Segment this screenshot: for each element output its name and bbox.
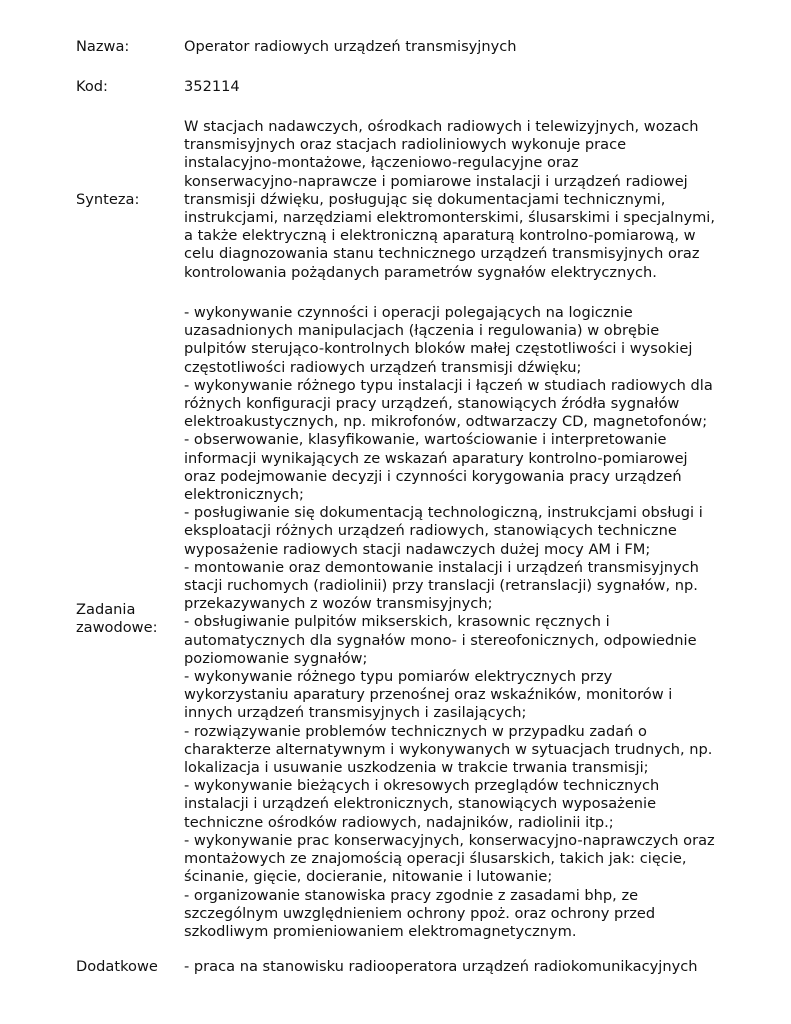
zadania-line: automatycznych dla sygnałów mono- i stereofonicznych, odpowiednie (184, 631, 697, 649)
kod-label: Kod: (76, 78, 108, 95)
zadania-line: elektroakustycznych, np. mikrofonów, odtwarzaczy CD, magnetofonów; (184, 413, 708, 431)
zadania-line: oraz podejmowanie decyzji i czynności korygowania pracy urządzeń (184, 467, 682, 485)
dodatkowe-value: - praca na stanowisku radiooperatora urządzeń radiokomunikacyjnych (184, 958, 698, 975)
zadania-line: wykorzystaniu aparatury przenośnej oraz wskaźników, monitorów i (184, 686, 673, 704)
synteza-line: konserwacyjno-naprawcze i pomiarowe instalacji i urządzeń radiowej (184, 172, 688, 190)
synteza-line: kontrolowania pożądanych parametrów sygnałów elektrycznych. (184, 263, 657, 281)
kod-value: 352114 (184, 78, 240, 95)
zadania-label (76, 601, 180, 637)
zadania-line: techniczne ośrodków radiowych, nadajników, radiolinii itp.; (184, 813, 614, 831)
synteza-line: transmisji dźwięku, posługując się dokumentacjami technicznymi, (184, 190, 666, 208)
zadania-line: - obserwowanie, klasyfikowanie, wartościowanie i interpretowanie (184, 431, 667, 449)
zadania-line: szkodliwym promieniowaniem elektromagnetycznym. (184, 922, 577, 940)
dodatkowe-label: Dodatkowe (76, 958, 158, 975)
zadania-line: eksploatacji różnych urządzeń radiowych, stanowiących techniczne (184, 522, 677, 540)
zadania-line: innych urządzeń transmisyjnych i zasilających; (184, 704, 527, 722)
zadania-line: - wykonywanie różnego typu pomiarów elektrycznych przy (184, 668, 613, 686)
synteza-label: Synteza: (76, 191, 140, 208)
zadania-line: - wykonywanie różnego typu instalacji i łączeń w studiach radiowych dla (184, 376, 713, 394)
synteza-line: celu diagnozowania stanu technicznego urządzeń transmisyjnych oraz (184, 245, 700, 263)
synteza-line: transmisyjnych oraz stacjach radioliniowych wykonuje prace (184, 136, 627, 154)
zadania-line: różnych konfiguracji pracy urządzeń, stanowiących źródła sygnałów (184, 395, 680, 413)
zadania-line: lokalizacja i usuwanie uszkodzenia w trakcie trwania transmisji; (184, 759, 649, 777)
zadania-line: stacji ruchomych (radiolinii) przy translacji (retranslacji) sygnałów, np. (184, 577, 698, 595)
zadania-line: wyposażenie radiowych stacji nadawczych dużej mocy AM i FM; (184, 540, 651, 558)
synteza-line: instrukcjami, narzędziami elektromonterskimi, ślusarskimi i specjalnymi, (184, 209, 715, 227)
zadania-line: przekazywanych z wozów transmisyjnych; (184, 595, 493, 613)
nazwa-value: Operator radiowych urządzeń transmisyjnych (184, 38, 517, 55)
zadania-line: - organizowanie stanowiska pracy zgodnie z zasadami bhp, ze (184, 886, 639, 904)
zadania-line: elektronicznych; (184, 486, 304, 504)
zadania-line: informacji wynikających ze wskazań aparatury kontrolno-pomiarowej (184, 449, 688, 467)
synteza-value (184, 118, 764, 282)
zadania-line: pulpitów sterująco-kontrolnych bloków małej częstotliwości i wysokiej (184, 340, 693, 358)
synteza-line: a także elektryczną i elektroniczną aparaturą kontrolno-pomiarową, w (184, 227, 696, 245)
zadania-line: poziomowanie sygnałów; (184, 649, 368, 667)
zadania-line: ścinanie, gięcie, docieranie, nitowanie i lutowanie; (184, 868, 553, 886)
zadania-line: uzasadnionych manipulacjach (łączenia i regulowania) w obrębie (184, 322, 660, 340)
zadania-line: - wykonywanie czynności i operacji polegających na logicznie (184, 304, 633, 321)
zadania-label-line1: Zadania (76, 601, 136, 618)
zadania-line: szczególnym uwzględnieniem ochrony ppoż. oraz ochrony przed (184, 904, 656, 922)
synteza-line: W stacjach nadawczych, ośrodkach radiowych i telewizyjnych, wozach (184, 118, 699, 135)
synteza-line: instalacyjno-montażowe, łączeniowo-regulacyjne oraz (184, 154, 579, 172)
zadania-line: - wykonywanie prac konserwacyjnych, konserwacyjno-naprawczych oraz (184, 831, 715, 849)
zadania-line: częstotliwości radiowych urządzeń transmisji dźwięku; (184, 358, 582, 376)
zadania-line: - posługiwanie się dokumentacją technologiczną, instrukcjami obsługi i (184, 504, 703, 522)
zadania-line: - wykonywanie bieżących i okresowych przeglądów technicznych (184, 777, 660, 795)
zadania-line: montażowych ze znajomością operacji ślusarskich, takich jak: cięcie, (184, 850, 687, 868)
zadania-line: instalacji i urządzeń elektronicznych, stanowiących wyposażenie (184, 795, 657, 813)
nazwa-label: Nazwa: (76, 38, 130, 55)
zadania-label-line2: zawodowe: (76, 619, 158, 637)
zadania-line: - obsługiwanie pulpitów mikserskich, krasownic ręcznych i (184, 613, 610, 631)
zadania-value (184, 304, 764, 941)
zadania-line: - montowanie oraz demontowanie instalacji i urządzeń transmisyjnych (184, 558, 699, 576)
zadania-line: - rozwiązywanie problemów technicznych w przypadku zadań o (184, 722, 647, 740)
zadania-line: charakterze alternatywnym i wykonywanych w sytuacjach trudnych, np. (184, 740, 713, 758)
